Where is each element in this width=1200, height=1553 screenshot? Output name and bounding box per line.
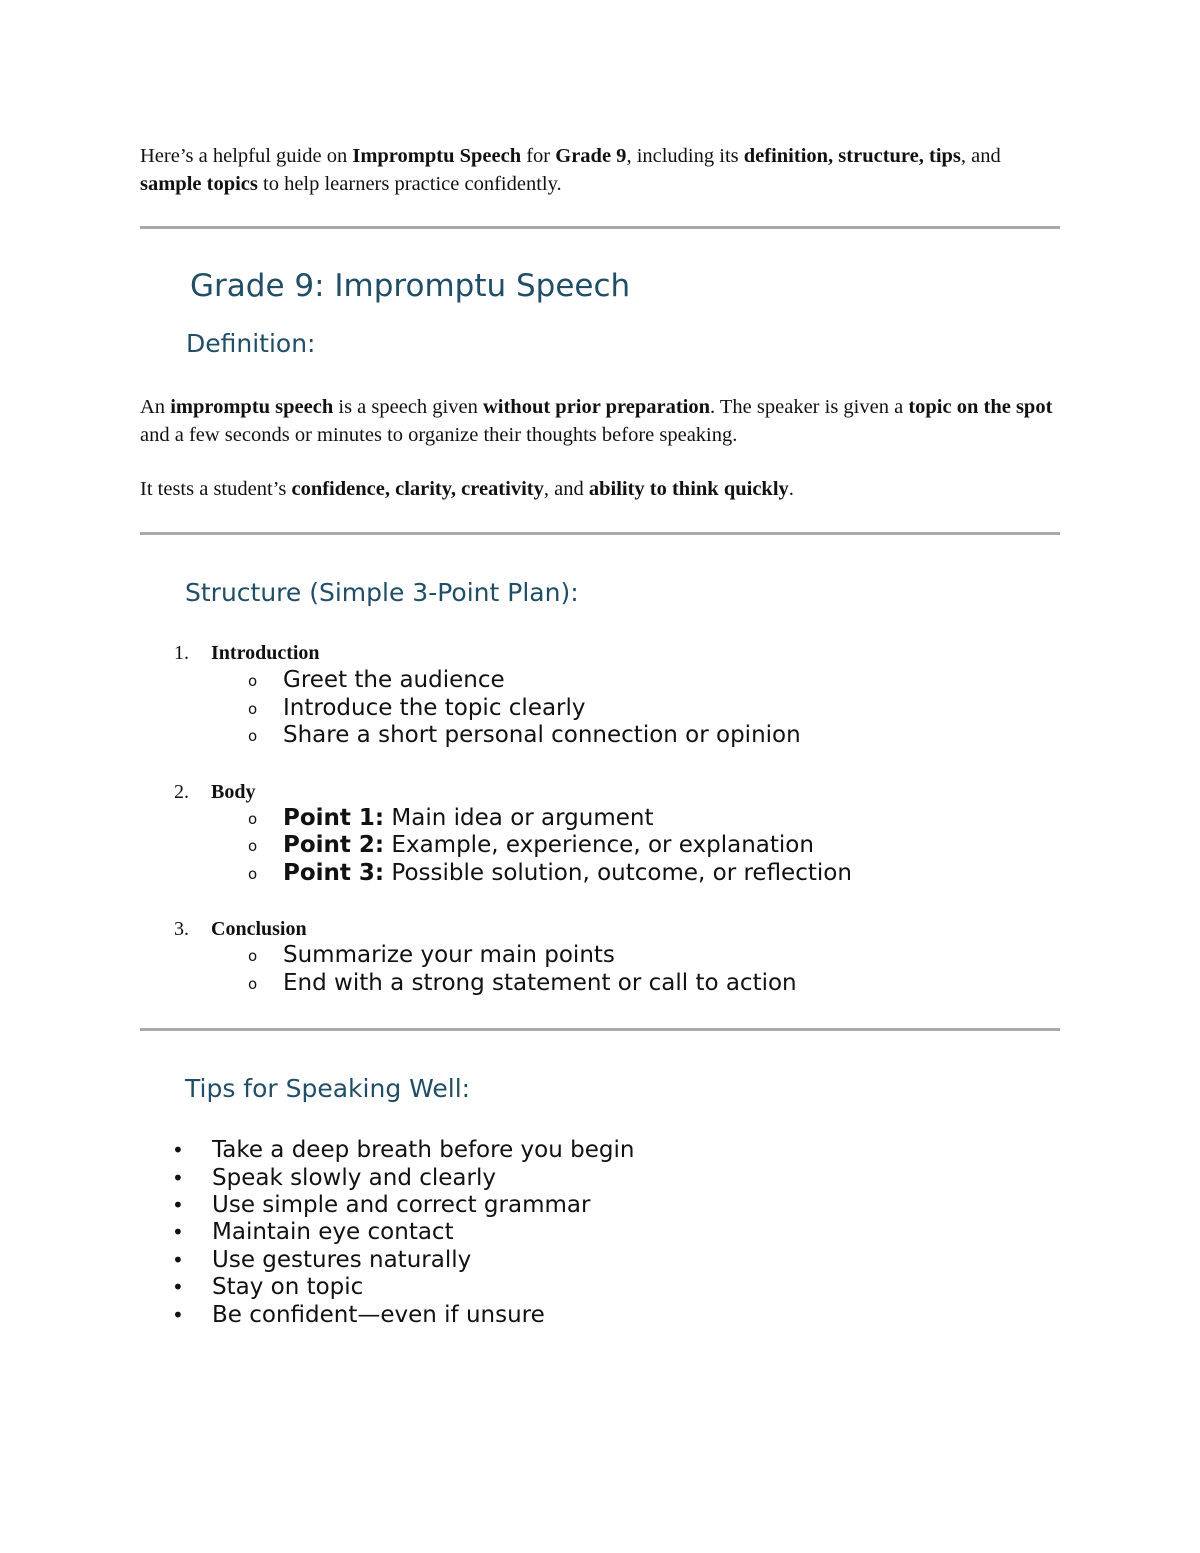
list-item: o Share a short personal connection or opinion	[248, 722, 801, 748]
list-item: o End with a strong statement or call to action	[248, 970, 797, 996]
list-item: o Point 2: Example, experience, or explanation	[248, 832, 814, 858]
definition-text: .	[788, 478, 794, 500]
list-item: • Use gestures naturally	[172, 1247, 472, 1273]
definition-text: . The speaker is given a	[710, 396, 909, 418]
horizontal-divider	[140, 532, 1060, 535]
structure-section-introduction	[174, 642, 320, 665]
definition-text: An	[140, 396, 171, 418]
intro-text: , including its	[626, 145, 744, 167]
list-item: • Maintain eye contact	[172, 1219, 454, 1245]
definition-text: , and	[543, 478, 589, 500]
bullet-icon: •	[172, 1275, 184, 1299]
circle-bullet-icon: o	[248, 727, 258, 745]
definition-paragraph	[140, 393, 1060, 449]
definition-text: It tests a student’s	[140, 478, 292, 500]
section-title: Body	[211, 781, 256, 803]
horizontal-divider	[140, 1028, 1060, 1031]
section-number: 1.	[174, 642, 189, 664]
tips-heading: Tips for Speaking Well:	[185, 1074, 471, 1103]
definition-text: is a speech given	[333, 396, 483, 418]
circle-bullet-icon: o	[248, 810, 258, 828]
intro-text: , and	[960, 145, 1001, 167]
intro-bold: sample topics	[140, 173, 258, 195]
list-item: • Be confident—even if unsure	[172, 1302, 545, 1328]
list-item: o Summarize your main points	[248, 942, 615, 968]
structure-heading: Structure (Simple 3-Point Plan):	[185, 578, 579, 607]
bullet-icon: •	[172, 1248, 184, 1272]
bullet-icon: •	[172, 1138, 184, 1162]
list-item: o Point 3: Possible solution, outcome, or reflection	[248, 860, 852, 886]
bullet-icon: •	[172, 1166, 184, 1190]
circle-bullet-icon: o	[248, 672, 258, 690]
list-item: • Stay on topic	[172, 1274, 364, 1300]
section-title: Conclusion	[211, 918, 307, 940]
definition-text: and a few seconds or minutes to organize their thoughts before speaking.	[140, 424, 738, 446]
structure-section-body	[174, 781, 255, 804]
section-number: 3.	[174, 918, 189, 940]
section-title: Introduction	[211, 642, 320, 664]
bullet-icon: •	[172, 1303, 184, 1327]
bullet-icon: •	[172, 1193, 184, 1217]
list-item: • Speak slowly and clearly	[172, 1165, 496, 1191]
section-number: 2.	[174, 781, 189, 803]
intro-text: for	[521, 145, 556, 167]
intro-paragraph	[140, 142, 1060, 198]
intro-bold: Impromptu Speech	[352, 145, 522, 167]
circle-bullet-icon: o	[248, 865, 258, 883]
definition-bold: impromptu speech	[170, 396, 334, 418]
circle-bullet-icon: o	[248, 837, 258, 855]
list-item: o Greet the audience	[248, 667, 505, 693]
intro-text: to help learners practice confidently.	[257, 173, 562, 195]
list-item: o Introduce the topic clearly	[248, 695, 586, 721]
definition-tests-paragraph	[140, 475, 1060, 503]
definition-bold: confidence, clarity, creativity	[291, 478, 544, 500]
definition-bold: ability to think quickly	[588, 478, 789, 500]
definition-heading: Definition:	[186, 329, 316, 358]
circle-bullet-icon: o	[248, 947, 258, 965]
definition-bold: topic on the spot	[908, 396, 1053, 418]
page-title: Grade 9: Impromptu Speech	[190, 268, 631, 304]
list-item: o Point 1: Main idea or argument	[248, 805, 654, 831]
horizontal-divider	[140, 226, 1060, 229]
intro-text: Here’s a helpful guide on	[140, 145, 353, 167]
definition-bold: without prior preparation	[482, 396, 711, 418]
list-item: • Take a deep breath before you begin	[172, 1137, 635, 1163]
bullet-icon: •	[172, 1220, 184, 1244]
circle-bullet-icon: o	[248, 700, 258, 718]
intro-bold: definition, structure, tips	[743, 145, 961, 167]
list-item: • Use simple and correct grammar	[172, 1192, 591, 1218]
intro-bold: Grade 9	[555, 145, 627, 167]
structure-section-conclusion	[174, 918, 307, 941]
circle-bullet-icon: o	[248, 975, 258, 993]
